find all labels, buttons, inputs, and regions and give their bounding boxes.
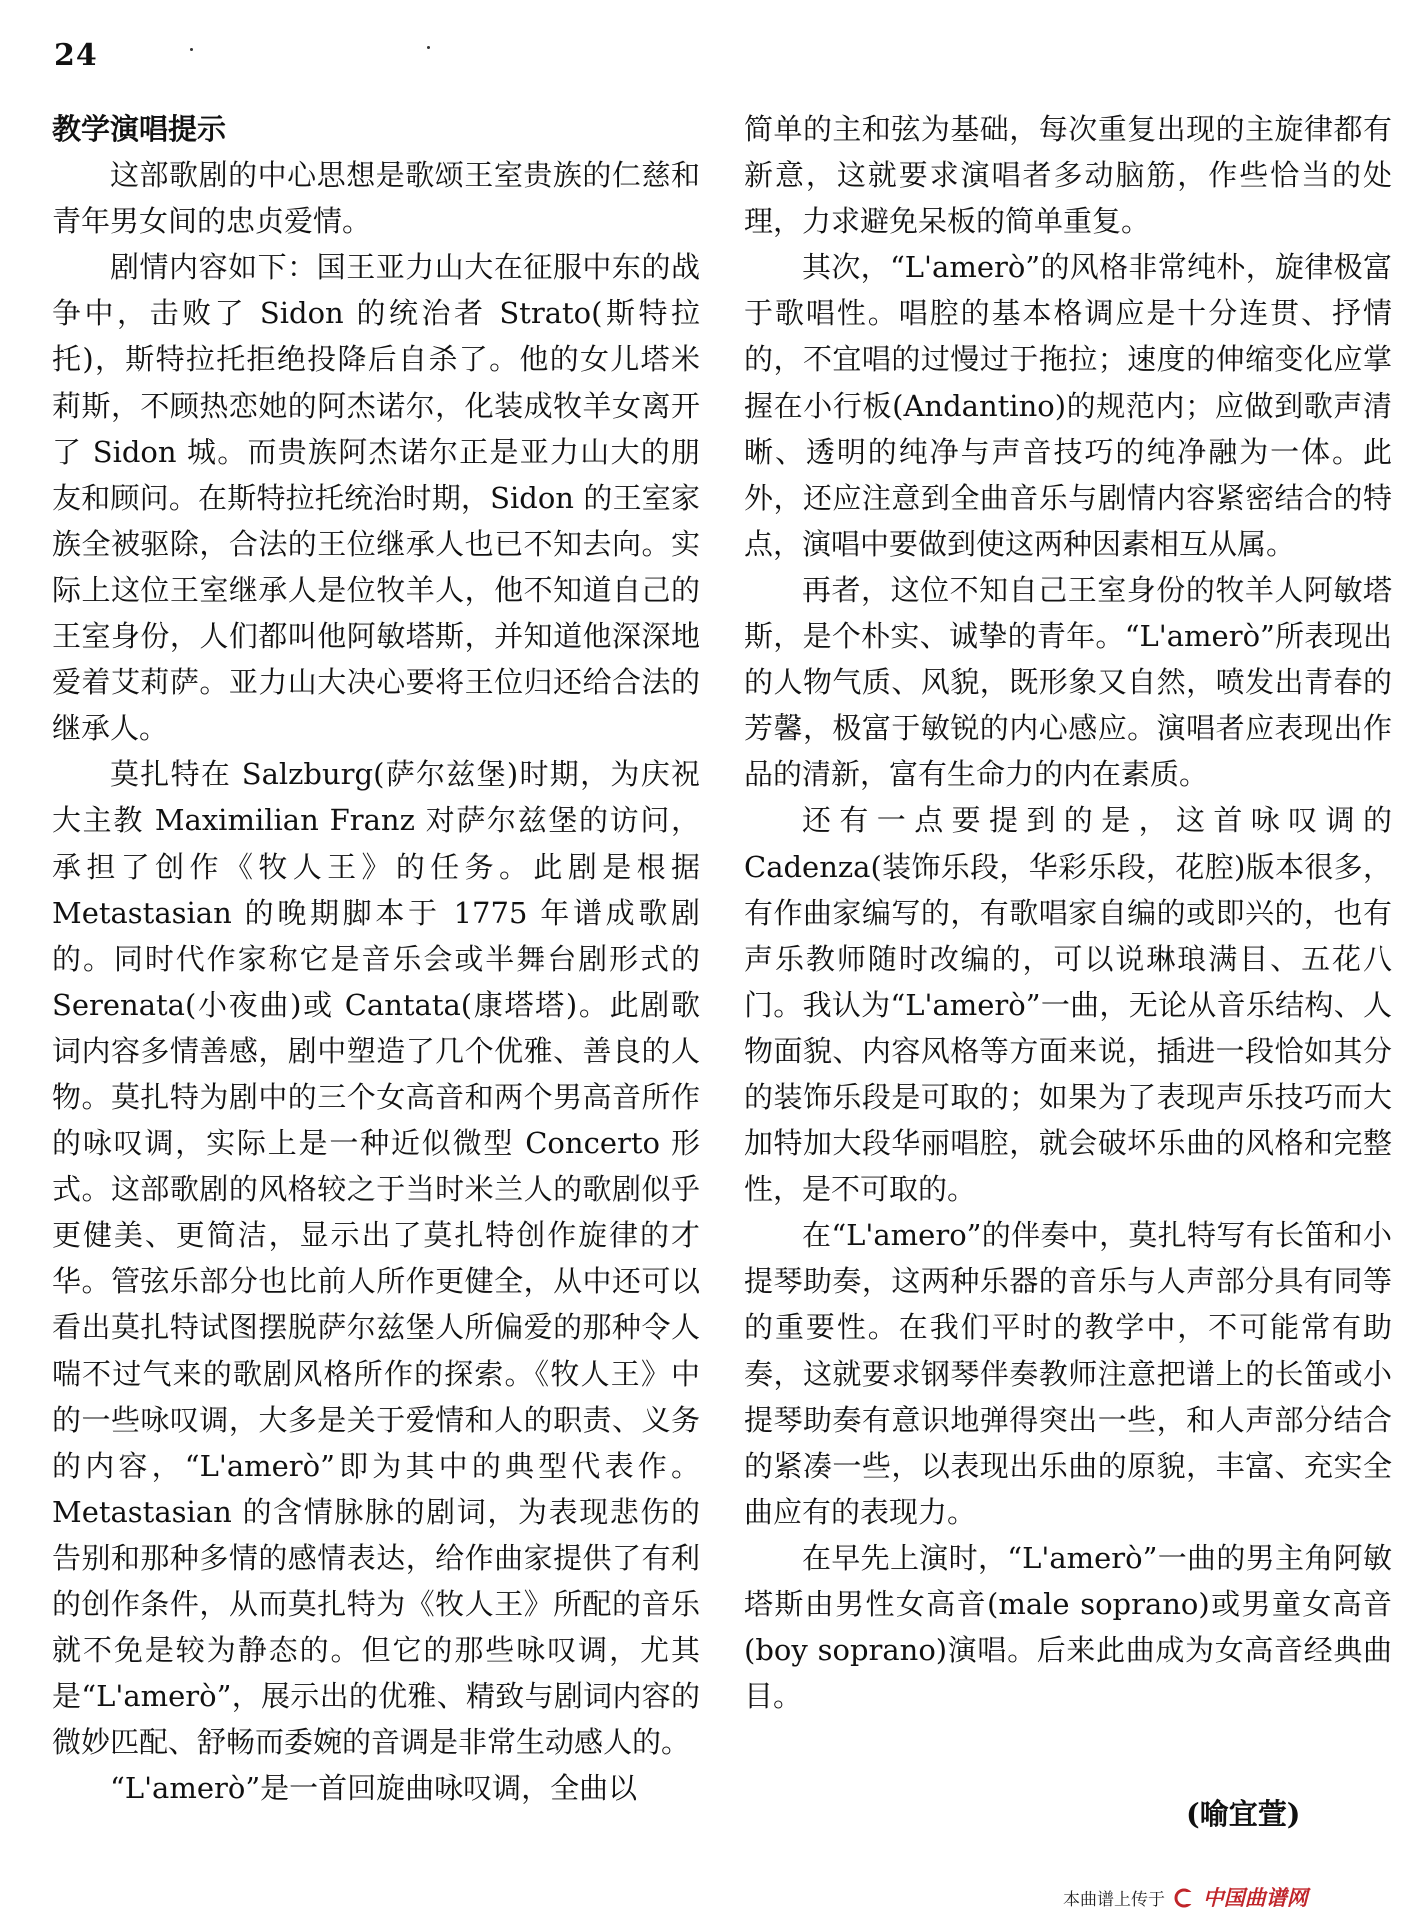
paragraph: 剧情内容如下：国王亚力山大在征服中东的战争中，击败了 Sidon 的统治者 Strato(斯特拉托)，斯特拉托拒绝投降后自杀了。他的女儿塔米莉斯，不顾热恋她的阿杰诺尔，化装成牧羊女离开了 Sidon 城。而贵族阿杰诺尔正是亚力山大的朋友和顾问。在斯特拉托统治时期，Sidon 的王室家族全被驱除，合法的王位继承人也已不知去向。实际上这位王室继承人是位牧羊人，他不知道自己的王室身份，人们都叫他阿敏塔斯，并知道他深深地爱着艾莉萨。亚力山大决心要将王位归还给合法的继承人。	[52, 250, 700, 746]
paragraph: 简单的主和弦为基础，每次重复出现的主旋律都有新意，这就要求演唱者多动脑筋，作些恰当的处理，力求避免呆板的简单重复。	[744, 112, 1392, 239]
paragraph: 在“L'amero”的伴奏中，莫扎特写有长笛和小提琴助奏，这两种乐器的音乐与人声部分具有同等的重要性。在我们平时的教学中，不可能常有助奏，这就要求钢琴伴奏教师注意把谱上的长笛或小提琴助奏有意识地弹得突出一些，和人声部分结合的紧凑一些，以表现出乐曲的原貌，丰富、充实全曲应有的表现力。	[744, 1218, 1392, 1529]
site-logo-icon	[1174, 1888, 1194, 1908]
site-name: 中国曲谱网	[1202, 1886, 1308, 1910]
paragraph: 还有一点要提到的是，这首咏叹调的 Cadenza(装饰乐段，华彩乐段，花腔)版本很多，有作曲家编写的，有歌唱家自编的或即兴的，也有声乐教师随时改编的，可以说琳琅满目、五花八门。我认为“L'amerò”一曲，无论从音乐结构、人物面貌、内容风格等方面来说，插进一段恰如其分的装饰乐段是可取的；如果为了表现声乐技巧而大加特加大段华丽唱腔，就会破坏乐曲的风格和完整性，是不可取的。	[744, 803, 1392, 1207]
left-column	[52, 106, 700, 1811]
paragraph: 这部歌剧的中心思想是歌颂王室贵族的仁慈和青年男女间的忠贞爱情。	[52, 158, 700, 239]
scan-speck	[190, 48, 193, 51]
scan-speck	[427, 46, 430, 49]
page-number: 24	[54, 38, 98, 73]
author-signature: (喻宜萱)	[1186, 1797, 1301, 1831]
footer-watermark	[1063, 1882, 1308, 1912]
upload-note: 本曲谱上传于	[1063, 1890, 1165, 1910]
paragraph: 其次，“L'amerò”的风格非常纯朴，旋律极富于歌唱性。唱腔的基本格调应是十分连贯、抒情的，不宜唱的过慢过于拖拉；速度的伸缩变化应掌握在小行板(Andantino)的规范内；应做到歌声清晰、透明的纯净与声音技巧的纯净融为一体。此外，还应注意到全曲音乐与剧情内容紧密结合的特点，演唱中要做到使这两种因素相互从属。	[744, 250, 1392, 561]
paragraph: 再者，这位不知自己王室身份的牧羊人阿敏塔斯，是个朴实、诚挚的青年。“L'amerò”所表现出的人物气质、风貌，既形象又自然，喷发出青春的芳馨，极富于敏锐的内心感应。演唱者应表现出作品的清新，富有生命力的内在素质。	[744, 572, 1392, 792]
paragraph: 莫扎特在 Salzburg(萨尔兹堡)时期，为庆祝大主教 Maximilian Franz 对萨尔兹堡的访问，承担了创作《牧人王》的任务。此剧是根据 Metastasian 的晚期脚本于 1775 年谱成歌剧的。同时代作家称它是音乐会或半舞台剧形式的 Serenata(小夜曲)或 Cantata(康塔塔)。此剧歌词内容多情善感，剧中塑造了几个优雅、善良的人物。莫扎特为剧中的三个女高音和两个男高音所作的咏叹调，实际上是一种近似微型 Concerto 形式。这部歌剧的风格较之于当时米兰人的歌剧似乎更健美、更简洁，显示出了莫扎特创作旋律的才华。管弦乐部分也比前人所作更健全，从中还可以看出莫扎特试图摆脱萨尔兹堡人所偏爱的那种令人喘不过气来的歌剧风格所作的探索。《牧人王》中的一些咏叹调，大多是关于爱情和人的职责、义务的内容，“L'amerò”即为其中的典型代表作。Metastasian 的含情脉脉的剧词，为表现悲伤的告别和那种多情的感情表达，给作曲家提供了有利的创作条件，从而莫扎特为《牧人王》所配的音乐就不免是较为静态的。但它的那些咏叹调，尤其是“L'amerò”，展示出的优雅、精致与剧词内容的微妙匹配、舒畅而委婉的音调是非常生动感人的。	[52, 757, 700, 1760]
paragraph: 在早先上演时，“L'amerò”一曲的男主角阿敏塔斯由男性女高音(male soprano)或男童女高音(boy soprano)演唱。后来此曲成为女高音经典曲目。	[744, 1540, 1392, 1714]
right-column	[744, 106, 1392, 1719]
section-heading: 教学演唱提示	[52, 112, 227, 146]
paragraph: “L'amerò”是一首回旋曲咏叹调，全曲以	[110, 1771, 638, 1806]
